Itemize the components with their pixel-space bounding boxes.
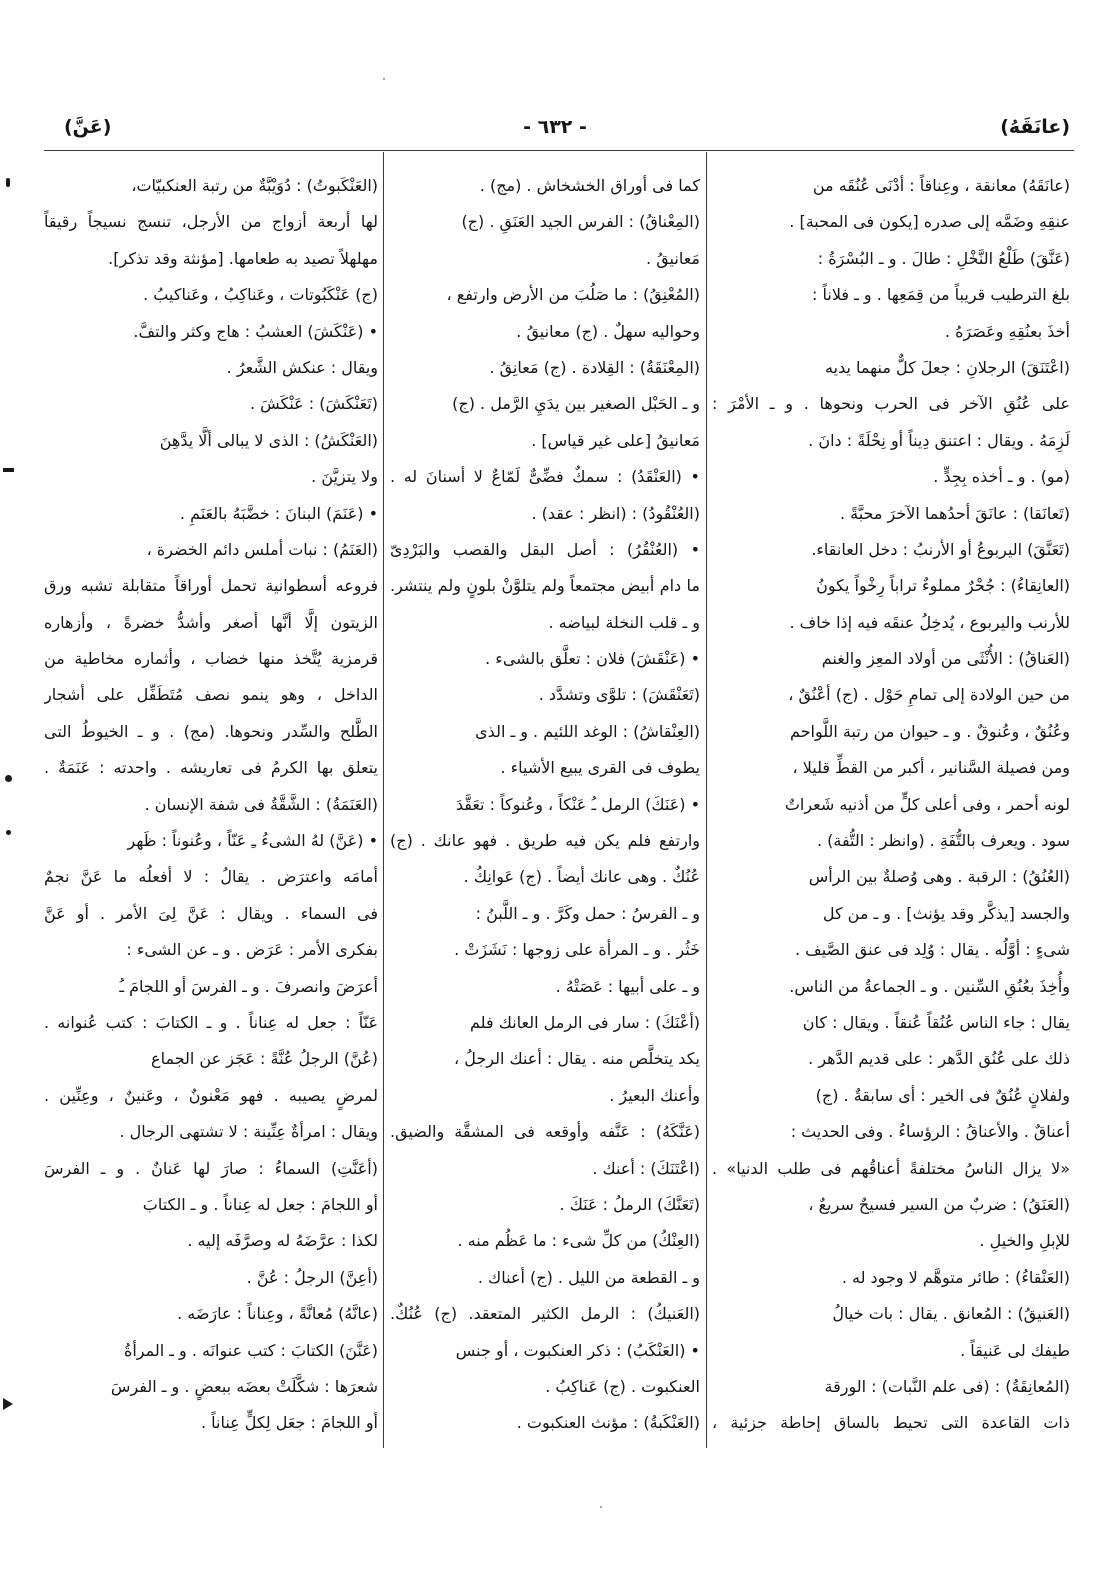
line-text: قرمزية يُتَّخذ منها خضاب ، وأثماره مخاطية من bbox=[44, 649, 378, 669]
line-text: أخذَ بعنُقِهِ وعَصَرَهُ . bbox=[944, 321, 1070, 341]
line-text: وأعنك البعيرُ . bbox=[609, 1085, 700, 1105]
line-text: (العَنَمَةُ) : الشَّقَّةُ فى شفة الإنسان . bbox=[144, 794, 378, 814]
dictionary-line bbox=[390, 1187, 700, 1223]
line-text: (مو) . و ـ أخذه بِجِدٍّ . bbox=[933, 467, 1070, 487]
line-text: (العَنْكَشُ) : الذى لا يبالى ألَّا يدَّهِنَ bbox=[159, 430, 378, 450]
dictionary-line bbox=[712, 1369, 1070, 1405]
dictionary-line bbox=[44, 750, 378, 786]
dictionary-line bbox=[390, 459, 700, 495]
line-text: ذات القاعدة التى تحيط بالساق إحاطة جزئية ، bbox=[712, 1413, 1070, 1433]
line-text: • (العَنْقَدُ) : سمكٌ فضِّىٌّ لَمّاعٌ لا أسنانَ له . bbox=[390, 467, 700, 487]
line-text: الطَّلح والسِّدر ونحوها. (مج) . و ـ الخيوطُ التى bbox=[44, 721, 378, 741]
line-text: (العِنْقاشُ) : الوغد اللئيم . و ـ الذى bbox=[475, 721, 700, 741]
dictionary-line bbox=[390, 1041, 700, 1077]
line-text: (العِنْكُ) من كلِّ شىء : ما عَظُم منه . bbox=[457, 1231, 700, 1251]
dictionary-line bbox=[390, 1296, 700, 1332]
dictionary-line bbox=[712, 168, 1070, 204]
scan-dot bbox=[383, 78, 385, 80]
dictionary-line bbox=[712, 641, 1070, 677]
line-text: (تَعانَقا) : عانَقَ أحدُهما الآخرَ محبَّةً . bbox=[839, 503, 1070, 523]
line-text: لمرضٍ يصيبه . فهو مَعْنونٌ ، وعَنينٌ ، وعِنِّين . bbox=[44, 1085, 378, 1105]
dictionary-line bbox=[44, 168, 378, 204]
line-text: للإبلِ والخيلِ . bbox=[979, 1231, 1070, 1251]
line-text: (العَنْكَبةُ) : مؤنث العنكبوت . bbox=[516, 1413, 700, 1433]
dictionary-line bbox=[44, 1187, 378, 1223]
dictionary-line bbox=[390, 1405, 700, 1441]
line-text: أعرَضَ وانصرفَ . و ـ الفرسَ أو اللجامَ ـُ bbox=[119, 976, 378, 996]
dictionary-line bbox=[44, 1369, 378, 1405]
line-text: ويقال : عنكش الشَّعرُ . bbox=[226, 357, 378, 377]
column-divider-right bbox=[706, 152, 707, 1448]
scan-mark bbox=[6, 178, 10, 187]
dictionary-line bbox=[44, 859, 378, 895]
dictionary-line bbox=[44, 677, 378, 713]
dictionary-line bbox=[390, 241, 700, 277]
dictionary-line bbox=[712, 1405, 1070, 1441]
line-text: • (عَنْقَشَ) فلان : تعلَّق بالشىء . bbox=[485, 649, 700, 669]
dictionary-line bbox=[390, 386, 700, 422]
dictionary-line bbox=[44, 1114, 378, 1150]
line-text: ويقال : امرأةٌ عِنِّينة : لا تشتهى الرجال . bbox=[119, 1122, 378, 1142]
line-text: شىءٍ : أوَّلُه . يقال : وُلِد فى عنق الصَّيف . bbox=[794, 940, 1070, 960]
line-text: (العَناقُ) : الأُنْثَى من أولاد المعِز والغنم bbox=[821, 649, 1070, 669]
dictionary-line bbox=[390, 896, 700, 932]
dictionary-line bbox=[390, 969, 700, 1005]
line-text: ولا يتزيَّنَ . bbox=[311, 467, 378, 487]
line-text: للأرنب واليربوع ، يُدخِلُ عنقَه فيه إذا خاف . bbox=[789, 612, 1070, 632]
line-text: و ـ على أبيها : عَصَتْهُ . bbox=[555, 976, 700, 996]
dictionary-line bbox=[390, 677, 700, 713]
line-text: (العَنْقاءُ) : طائر متوهَّم لا وجود له . bbox=[841, 1267, 1070, 1287]
line-text: (عَنَّقَ) طَلْعُ النَّخْلِ : طالَ . و ـ البُسْرَةُ : bbox=[817, 248, 1070, 268]
dictionary-line bbox=[712, 750, 1070, 786]
dictionary-line bbox=[712, 1041, 1070, 1077]
dictionary-line bbox=[44, 823, 378, 859]
line-text: يتعلق بها الكرمُ فى تعاريشه . واحدته : عَنَمَةٌ . bbox=[44, 758, 378, 778]
line-text: يكد يتخلَّص منه . يقال : أعنك الرجلُ ، bbox=[453, 1049, 700, 1069]
dictionary-line bbox=[712, 204, 1070, 240]
line-text: يقال : جاء الناس عُنُقاً عُنقاً . ويقال : كان bbox=[802, 1012, 1070, 1032]
dictionary-line bbox=[712, 1187, 1070, 1223]
line-text: كما فى أوراق الخشخاش . (مج) . bbox=[479, 176, 700, 195]
page-number: - ٦٣٢ - bbox=[523, 116, 587, 138]
dictionary-line bbox=[44, 241, 378, 277]
line-text: (عُنَّ) الرجلُ عُنَّةً : عَجَز عن الجماع bbox=[151, 1049, 378, 1069]
dictionary-line bbox=[712, 532, 1070, 568]
line-text: من حين الولادة إلى تمامِ حَوْل . (ج) أعْنُقٌ ، bbox=[788, 685, 1070, 705]
dictionary-line bbox=[712, 277, 1070, 313]
dictionary-line bbox=[44, 568, 378, 604]
dictionary-line bbox=[390, 823, 700, 859]
line-text: مهلهلاً تصيد به طعامها. [مؤنثة وقد تذكر]. bbox=[108, 248, 378, 268]
dictionary-line bbox=[390, 496, 700, 532]
line-text: (عانَّهُ) مُعانَّةً ، وعِناناً : عارَضَه . bbox=[177, 1304, 378, 1324]
line-text: عنقِهِ وضَمَّه إلى صدره [يكون فى المحبة] . bbox=[789, 212, 1070, 232]
dictionary-line bbox=[44, 605, 378, 641]
line-text: (اعْتَنَقَ) الرجلانِ : جعلَ كلٌّ منهما يديه bbox=[825, 357, 1070, 377]
dictionary-line bbox=[390, 1078, 700, 1114]
line-text: العنكبوت . (ج) عَناكِبُ . bbox=[545, 1376, 700, 1396]
dictionary-line bbox=[44, 314, 378, 350]
dictionary-line bbox=[390, 1114, 700, 1150]
line-text: مَعانيقُ . bbox=[646, 248, 700, 268]
line-text: لها أربعة أزواج من الأرجل، تنسج نسيجاً رقيقاً bbox=[44, 212, 378, 232]
dictionary-line bbox=[712, 1296, 1070, 1332]
dictionary-line bbox=[712, 423, 1070, 459]
dictionary-line bbox=[44, 787, 378, 823]
dictionary-line bbox=[44, 1260, 378, 1296]
dictionary-line bbox=[44, 459, 378, 495]
dictionary-line bbox=[390, 1005, 700, 1041]
line-text: ومن فصيلة السَّنانير ، أكبر من القطِّ قليلا ، bbox=[792, 758, 1070, 778]
dictionary-line bbox=[44, 896, 378, 932]
line-text: لَزِمَهُ . ويقال : اعتنق دِيناً أو نِحْلَةً : دانَ . bbox=[808, 430, 1070, 450]
line-text: (تَعَنْكَشَ) : عَنْكَشَ . bbox=[249, 394, 378, 414]
dictionary-line bbox=[712, 896, 1070, 932]
line-text: (المِعْنَقَةُ) : القِلادة . (ج) مَعانِقُ . bbox=[489, 357, 700, 377]
dictionary-line bbox=[712, 1223, 1070, 1259]
dictionary-line bbox=[44, 1005, 378, 1041]
line-text: (عَنَّنَ) الكتابَ : كتب عنوانَه . و ـ المرأةُ bbox=[123, 1340, 378, 1360]
dictionary-line bbox=[390, 1260, 700, 1296]
scan-mark bbox=[3, 1398, 13, 1410]
dictionary-line bbox=[44, 1223, 378, 1259]
dictionary-line bbox=[712, 1078, 1070, 1114]
line-text: (أعَنَّتِ) السماءُ : صارَ لها عَنانٌ . و ـ الفرسَ bbox=[44, 1158, 378, 1178]
dictionary-line bbox=[44, 496, 378, 532]
dictionary-line bbox=[44, 1296, 378, 1332]
dictionary-line bbox=[44, 969, 378, 1005]
line-text: أو اللجامَ : جعَل لِكلٍّ عِناناً . bbox=[200, 1413, 378, 1433]
line-text: (اعْتَنَكَ) : أعنك . bbox=[592, 1158, 700, 1178]
dictionary-line bbox=[712, 1260, 1070, 1296]
dictionary-line bbox=[712, 241, 1070, 277]
line-text: ذلك على عُنُق الدَّهر : على قديم الدَّهر . bbox=[808, 1049, 1070, 1069]
line-text: (المِعْناقُ) : الفرس الجيد العَنَقِ . (ج) bbox=[461, 212, 700, 232]
scan-mark bbox=[5, 775, 12, 782]
dictionary-line bbox=[390, 532, 700, 568]
line-text: (تَعَنَّكَ) الرملُ : عَنَكَ . bbox=[559, 1194, 700, 1214]
line-text: الزيتون إلَّا أنَّها أصغر وأشدُّ خضرةً ، وأزهاره bbox=[44, 612, 378, 632]
line-text: (العُنْقُودُ) : (انظر : عقد) . bbox=[531, 503, 700, 523]
line-text: بفكرى الأمر : عَرَض . و ـ عن الشىء : bbox=[126, 940, 378, 960]
line-text: (المُعْنِقُ) : ما صَلُبَ من الأرض وارتفع ، bbox=[446, 285, 700, 305]
line-text: خَثُر . و ـ المرأة على زوجها : نَشَزَتْ . bbox=[454, 940, 700, 960]
dictionary-line bbox=[390, 641, 700, 677]
line-text: ولفلانٍ عُنُقٌ فى الخير : أى سابقةٌ . (ج) bbox=[815, 1085, 1070, 1105]
scan-mark bbox=[3, 468, 14, 472]
line-text: (العَنيقُ) : المُعانق . يقال : بات خيالُ bbox=[832, 1304, 1070, 1324]
scan-mark bbox=[6, 830, 11, 835]
line-text: يطوف فى القرى يبيع الأشياء . bbox=[500, 758, 700, 778]
line-text: (المُعانِقَةُ) : (فى علم النَّبات) : الورقة bbox=[824, 1376, 1070, 1396]
dictionary-line bbox=[712, 714, 1070, 750]
line-text: بلغ الترطيب قريباً من قِمَعِها . و ـ فلاناً : bbox=[812, 285, 1070, 305]
line-text: و ـ الفرسُ : حمل وكَرَّ . و ـ اللَّبنُ : bbox=[475, 903, 700, 923]
dictionary-line bbox=[390, 168, 700, 204]
dictionary-line bbox=[44, 423, 378, 459]
line-text: طيفك لى عَنيقاً . bbox=[960, 1340, 1070, 1360]
dictionary-line bbox=[712, 314, 1070, 350]
dictionary-line bbox=[390, 1333, 700, 1369]
dictionary-line bbox=[712, 1333, 1070, 1369]
dictionary-line bbox=[712, 386, 1070, 422]
dictionary-line bbox=[712, 568, 1070, 604]
line-text: لكذا : عرَّضَهُ له وصرَّفَه إليه . bbox=[187, 1231, 378, 1251]
dictionary-line bbox=[390, 350, 700, 386]
line-text: • (عَنَكَ) الرمل ـُ عَنْكاً ، وعُنوكاً : تعَقَّدَ bbox=[455, 794, 700, 814]
line-text: ما دام أبيض مجتمعاً ولم يتلوَّنْ بلونٍ ولم ينتشر. bbox=[390, 576, 700, 596]
line-text: «لا يزال الناسُ مختلفةً أعناقُهم فى طلب الدنيا» . bbox=[712, 1158, 1070, 1178]
line-text: (العَنيكُ) : الرمل الكثير المتعقد. (ج) عُنُكٌ. bbox=[390, 1304, 700, 1324]
dictionary-line bbox=[712, 823, 1070, 859]
line-text: (ج) عَنْكَبُوتات ، وعَناكِبُ ، وعَناكيبُ . bbox=[143, 285, 378, 305]
dictionary-line bbox=[390, 714, 700, 750]
dictionary-line bbox=[44, 932, 378, 968]
line-text: (العانِقاءُ) : جُحْرٌ مملوءٌ تراباً رِخْواً يكونُ bbox=[816, 576, 1070, 596]
line-text: أعناقٌ . والأعناقُ : الرؤساءُ . وفى الحديث : bbox=[790, 1122, 1070, 1142]
dictionary-line bbox=[712, 859, 1070, 895]
dictionary-line bbox=[390, 423, 700, 459]
dictionary-column-middle bbox=[390, 168, 700, 1442]
dictionary-line bbox=[390, 1369, 700, 1405]
dictionary-line bbox=[390, 568, 700, 604]
dictionary-line bbox=[44, 532, 378, 568]
line-text: • (العُنْقُرُ) : أصل البقل والقصب والبَرْدِىّ bbox=[390, 539, 700, 559]
dictionary-line bbox=[390, 314, 700, 350]
dictionary-line bbox=[390, 277, 700, 313]
line-text: (تَعَنَّقَ) اليربوعُ أو الأرنبُ : دخل العانقاء. bbox=[811, 539, 1070, 559]
line-text: فروعه أسطوانية تحمل أوراقاً متقابلة تشبه ورق bbox=[44, 576, 378, 596]
line-text: وعُنُقٌ ، وعُنوقٌ . و ـ حيوان من رتبة اللَّواحم bbox=[789, 721, 1070, 741]
line-text: (العَنَمُ) : نبات أملس دائم الخضرة ، bbox=[146, 539, 378, 559]
dictionary-line bbox=[44, 204, 378, 240]
dictionary-line bbox=[712, 496, 1070, 532]
line-text: أو اللجامَ : جعل له عِناناً . و ـ الكتابَ bbox=[142, 1194, 378, 1214]
dictionary-column-left bbox=[44, 168, 378, 1442]
running-head-first-word: (عانَقَهُ) bbox=[1000, 116, 1070, 138]
dictionary-line bbox=[712, 932, 1070, 968]
line-text: وحواليه سهلٌ . (ج) معانيقُ . bbox=[516, 321, 700, 341]
line-text: (عانَقَهُ) معانقة ، وعِناقاً : أدْنَى عُنُقَه من bbox=[812, 176, 1070, 195]
dictionary-line bbox=[712, 350, 1070, 386]
scan-dot bbox=[600, 1506, 602, 1508]
dictionary-line bbox=[390, 1223, 700, 1259]
line-text: عَنّاً : جعل له عِناناً . و ـ الكتابَ : كتب عُنوانه . bbox=[44, 1012, 378, 1032]
dictionary-line bbox=[712, 459, 1070, 495]
dictionary-line bbox=[390, 932, 700, 968]
line-text: مَعانيقُ [على غير قياس] . bbox=[531, 430, 700, 450]
line-text: (العَنَقُ) : ضربٌ من السير فسيحٌ سريعٌ ، bbox=[808, 1194, 1070, 1214]
dictionary-line bbox=[44, 1333, 378, 1369]
dictionary-line bbox=[44, 1078, 378, 1114]
dictionary-line bbox=[44, 641, 378, 677]
line-text: (العَنْكَبوتُ) : دُوَيْبَّةٌ من رتبة العنكبيّات، bbox=[131, 176, 378, 195]
line-text: فى السماء . ويقال : عَنَّ لِىَ الأمر . أو عَنَّ bbox=[44, 903, 378, 923]
dictionary-line bbox=[44, 1151, 378, 1187]
line-text: (عَنَّكَهُ) : عَنَّفه وأوقعه فى المشقَّة والضيق. bbox=[390, 1122, 700, 1142]
dictionary-column-right bbox=[712, 168, 1070, 1442]
dictionary-line bbox=[44, 350, 378, 386]
line-text: سود . ويعرف بالتُّفَةِ . (وانظر : التُّفة) . bbox=[816, 831, 1070, 851]
line-text: (العُنُقُ) : الرقبة . وهى وُصلةٌ بين الرأس bbox=[808, 867, 1070, 887]
dictionary-line bbox=[712, 1005, 1070, 1041]
line-text: لونه أحمر ، وفى أعلى كلٍّ من أذنيه شَعراتٌ bbox=[784, 794, 1070, 814]
line-text: و ـ قلب النخلة لبياضه . bbox=[548, 612, 700, 632]
dictionary-line bbox=[44, 1405, 378, 1441]
line-text: و ـ القطعة من الليل . (ج) أعناك . bbox=[477, 1267, 700, 1287]
line-text: شعرَها : شكَّلَتْ بعضَه ببعضٍ . و ـ الفرسَ bbox=[110, 1376, 378, 1396]
dictionary-line bbox=[390, 859, 700, 895]
line-text: (أعِنَّ) الرجلُ : عُنَّ . bbox=[246, 1267, 378, 1287]
running-head-last-word: (عَنَّ) bbox=[64, 116, 112, 138]
dictionary-line bbox=[390, 204, 700, 240]
dictionary-line bbox=[390, 750, 700, 786]
line-text: وأُخِذَ بعُنُقِ السِّنين . و ـ الجماعةُ من الناس. bbox=[789, 976, 1070, 996]
dictionary-line bbox=[712, 1151, 1070, 1187]
dictionary-line bbox=[712, 787, 1070, 823]
line-text: و ـ الحَبْل الصغير بين يدَيِ الرَّمل . (ج) bbox=[452, 394, 700, 414]
line-text: • (عَنْكَشَ) العشبُ : هاج وكثر والتفَّ. bbox=[133, 321, 378, 341]
dictionary-line bbox=[712, 1114, 1070, 1150]
line-text: أمامَه واعترَض . يقالُ : لا أفعلُه ما عَنَّ نجمٌ bbox=[44, 867, 378, 887]
dictionary-line bbox=[44, 1041, 378, 1077]
line-text: (تَعَنْقَشَ) : تلوَّى وتشدَّد . bbox=[538, 685, 700, 705]
line-text: الداخل ، وهو ينمو نصف مُتَطَفِّل على أشجار bbox=[44, 685, 378, 705]
line-text: عُنُكٌ . وهى عانك أيضاً . (ج) عَوانِكُ . bbox=[463, 867, 700, 887]
line-text: • (العَنْكَبُ) : ذكر العنكبوت ، أو جنس bbox=[455, 1340, 700, 1360]
line-text: وارتفع فلم يكن فيه طريق . فهو عانك . (ج) bbox=[390, 831, 700, 851]
column-divider-left bbox=[383, 152, 384, 1448]
dictionary-line bbox=[390, 605, 700, 641]
dictionary-line bbox=[712, 677, 1070, 713]
line-text: • (عَنَّ) لهُ الشىءُ ـِ عَنّاً ، وعُنوناً : ظَهر bbox=[127, 831, 378, 851]
line-text: • (عَنَمَ) البنانَ : خضَّبَهُ بالعَنَمِ . bbox=[179, 503, 378, 523]
dictionary-line bbox=[712, 969, 1070, 1005]
dictionary-line bbox=[390, 787, 700, 823]
line-text: والجسد [يذكَّر وقد يؤنث] . و ـ من كل bbox=[822, 903, 1070, 923]
dictionary-line bbox=[712, 605, 1070, 641]
line-text: على عُنُقِ الآخر فى الحرب ونحوها . و ـ الأمْرَ : bbox=[712, 394, 1070, 414]
dictionary-line bbox=[390, 1151, 700, 1187]
dictionary-line bbox=[44, 277, 378, 313]
line-text: (أعْنَكَ) : سار فى الرمل العانك فلم bbox=[470, 1012, 700, 1032]
dictionary-line bbox=[44, 714, 378, 750]
header-rule bbox=[44, 150, 1074, 151]
dictionary-line bbox=[44, 386, 378, 422]
